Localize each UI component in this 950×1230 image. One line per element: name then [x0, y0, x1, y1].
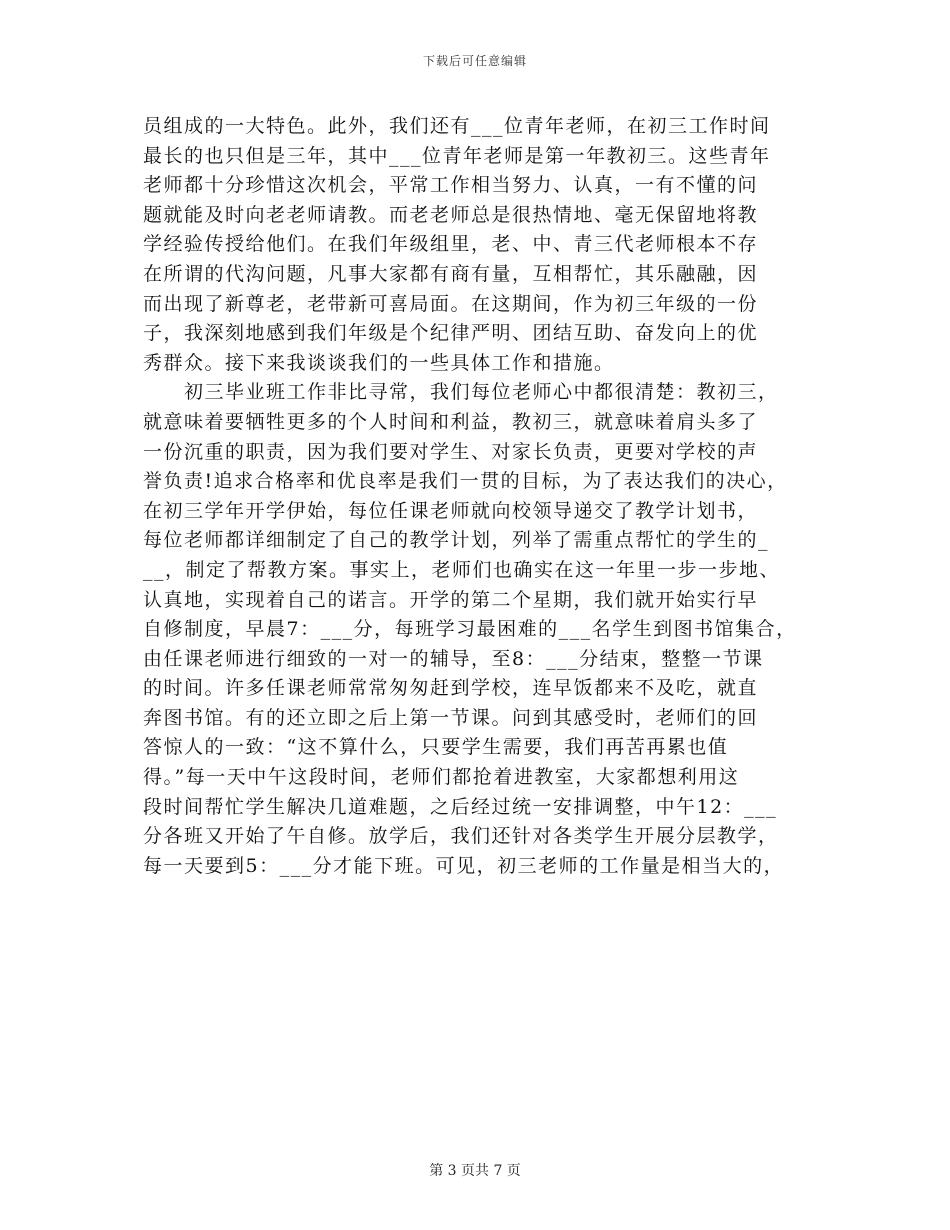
- text-line: 老师都十分珍惜这次机会，平常工作相当努力、认真，一有不懂的问: [143, 174, 759, 197]
- text-line: 答惊人的一致：“这不算什么，只要学生需要，我们再苦再累也值: [143, 736, 729, 759]
- text-line: 认真地，实现着自己的诺言。开学的第二个星期，我们就开始实行早: [143, 588, 759, 611]
- text-line: 分各班又开始了午自修。放学后，我们还针对各类学生开展分层教学，: [143, 825, 779, 848]
- text-line: 就意味着要牺牲更多的个人时间和利益，教初三，就意味着肩头多了: [143, 410, 759, 433]
- text-line: 在所谓的代沟问题，凡事大家都有商有量，互相帮忙，其乐融融，因: [143, 262, 759, 285]
- text-line: 自修制度，早晨7：___分，每班学习最困难的___名学生到图书馆集合，: [143, 618, 797, 641]
- page-number: 第 3 页共 7 页: [429, 1163, 521, 1179]
- page-header: 下载后可任意编辑: [422, 54, 527, 68]
- text-line: 初三毕业班工作非比寻常，我们每位老师心中都很清楚：教初三，: [143, 381, 779, 404]
- text-line: 段时间帮忙学生解决几道难题，之后经过统一安排调整，中午12：___: [143, 795, 778, 818]
- text-line: 每一天要到5：___分才能下班。可见，初三老师的工作量是相当大的，: [143, 854, 785, 877]
- text-line: 每位老师都详细制定了自己的教学计划，列举了需重点帮忙的学生的_: [143, 529, 770, 552]
- text-line: 学经验传授给他们。在我们年级组里，老、中、青三代老师根本不存: [143, 233, 759, 256]
- text-line: 一份沉重的职责，因为我们要对学生、对家长负责，更要对学校的声: [143, 440, 759, 463]
- text-line: 誉负责!追求合格率和优良率是我们一贯的目标，为了表达我们的决心，: [143, 470, 788, 493]
- text-line: 奔图书馆。有的还立即之后上第一节课。问到其感受时，老师们的回: [143, 706, 759, 729]
- text-line: 秀群众。接下来我谈谈我们的一些具体工作和措施。: [143, 351, 615, 374]
- text-line: 在初三学年开学伊始，每位任课老师就向校领导递交了教学计划书，: [143, 499, 759, 522]
- text-line: __，制定了帮教方案。事实上，老师们也确实在这一年里一步一步地、: [143, 558, 781, 581]
- text-line: 由任课老师进行细致的一对一的辅导，至8：___分结束，整整一节课: [143, 647, 764, 670]
- text-line: 得。”每一天中午这段时间，老师们都抢着进教室，大家都想利用这: [143, 766, 740, 789]
- text-line: 员组成的一大特色。此外，我们还有___位青年老师，在初三工作时间: [143, 115, 771, 137]
- text-line: 子，我深刻地感到我们年级是个纪律严明、团结互助、奋发向上的优: [143, 322, 759, 345]
- text-line: 的时间。许多任课老师常常匆匆赶到学校，连早饭都来不及吃，就直: [143, 677, 759, 700]
- document-body: [143, 112, 833, 881]
- text-line: 最长的也只但是三年，其中___位青年老师是第一年教初三。这些青年: [143, 144, 771, 167]
- text-line: 而出现了新尊老，老带新可喜局面。在这期间，作为初三年级的一份: [143, 292, 759, 315]
- text-line: 题就能及时向老老师请教。而老老师总是很热情地、毫无保留地将教: [143, 203, 759, 226]
